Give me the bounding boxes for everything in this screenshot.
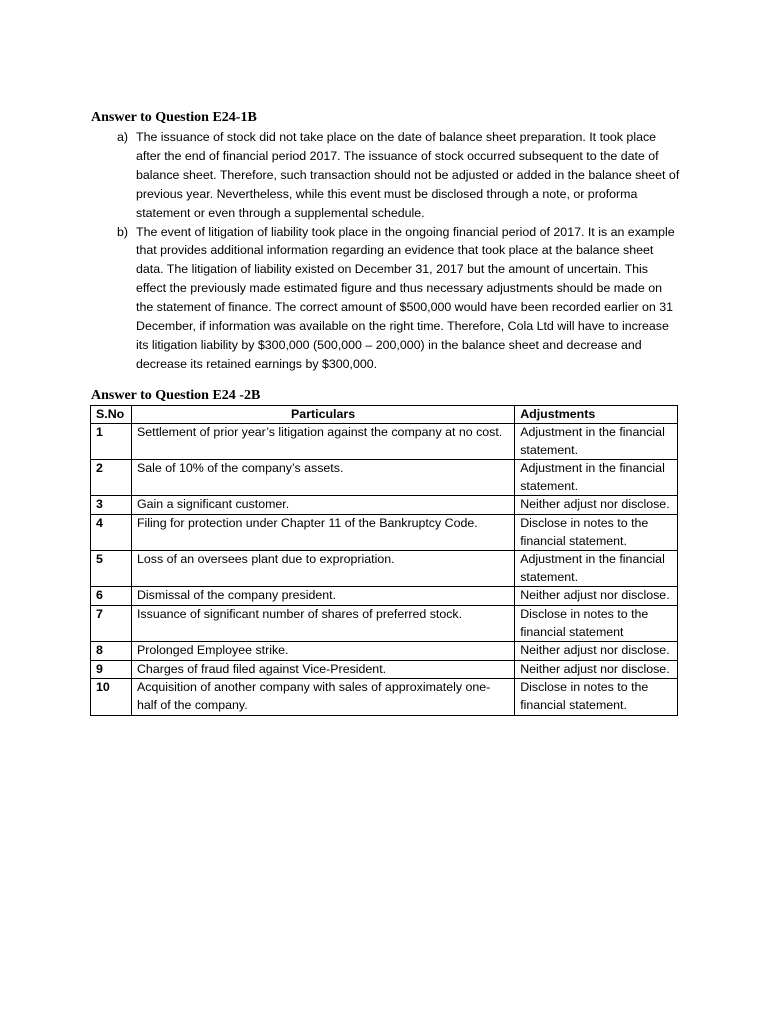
answer-list	[91, 128, 681, 374]
cell-adjustments: Adjustment in the financial statement.	[515, 551, 678, 587]
answer-item-a	[91, 128, 681, 223]
cell-particulars: Sale of 10% of the company’s assets.	[131, 460, 514, 496]
cell-adjustments: Disclose in notes to the financial statement	[515, 605, 678, 641]
cell-sno: 9	[91, 660, 132, 679]
header-particulars: Particulars	[131, 406, 514, 424]
header-sno: S.No	[91, 406, 132, 424]
cell-particulars: Settlement of prior year’s litigation against the company at no cost.	[131, 424, 514, 460]
cell-sno: 8	[91, 642, 132, 661]
answer-text: The issuance of stock did not take place on the date of balance sheet preparation. It took place after the end of financial period 2017. The issuance of stock occurred subsequent to the date of balance sheet. Therefore, such transaction should not be adjusted or added in the balance sheet of previous year. Nevertheless, while this event must be disclosed through a note, or proforma statement or even through a supplemental schedule.	[136, 130, 680, 220]
section2-heading: Answer to Question E24 -2B	[91, 388, 261, 403]
table-row	[91, 679, 678, 715]
cell-particulars: Filing for protection under Chapter 11 of the Bankruptcy Code.	[131, 514, 514, 550]
answer-marker: b)	[116, 224, 128, 239]
cell-sno: 5	[91, 551, 132, 587]
table-header-row	[91, 406, 678, 424]
cell-particulars: Prolonged Employee strike.	[131, 642, 514, 661]
table-row	[91, 660, 678, 679]
header-adjustments: Adjustments	[515, 406, 678, 424]
cell-particulars: Issuance of significant number of shares of preferred stock.	[131, 605, 514, 641]
cell-adjustments: Neither adjust nor disclose.	[515, 642, 678, 661]
cell-sno: 1	[91, 424, 132, 460]
cell-particulars: Loss of an oversees plant due to expropriation.	[131, 551, 514, 587]
table-row	[91, 496, 678, 515]
table-row	[91, 642, 678, 661]
table-row	[91, 551, 678, 587]
section1-heading: Answer to Question E24-1B	[91, 110, 257, 125]
cell-sno: 4	[91, 514, 132, 550]
cell-sno: 7	[91, 605, 132, 641]
adjustments-table	[90, 405, 678, 716]
cell-adjustments: Neither adjust nor disclose.	[515, 660, 678, 679]
answer-item-b	[91, 223, 681, 374]
cell-adjustments: Disclose in notes to the financial statement.	[515, 679, 678, 715]
table-row	[91, 424, 678, 460]
cell-particulars: Acquisition of another company with sales of approximately one-half of the company.	[131, 679, 514, 715]
cell-sno: 6	[91, 587, 132, 606]
cell-sno: 2	[91, 460, 132, 496]
cell-adjustments: Disclose in notes to the financial statement.	[515, 514, 678, 550]
cell-adjustments: Neither adjust nor disclose.	[515, 587, 678, 606]
table-row	[91, 605, 678, 641]
cell-adjustments: Neither adjust nor disclose.	[515, 496, 678, 515]
cell-particulars: Charges of fraud filed against Vice-President.	[131, 660, 514, 679]
table-row	[91, 460, 678, 496]
table-row	[91, 514, 678, 550]
cell-adjustments: Adjustment in the financial statement.	[515, 460, 678, 496]
table-row	[91, 587, 678, 606]
cell-sno: 3	[91, 496, 132, 515]
cell-particulars: Dismissal of the company president.	[131, 587, 514, 606]
cell-adjustments: Adjustment in the financial statement.	[515, 424, 678, 460]
answer-text: The event of litigation of liability took place in the ongoing financial period of 2017. It is an example that provides additional information regarding an evidence that took place at the balance sheet data. The litigation of liability existed on December 31, 2017 but the amount of uncertain. This effect the previously made estimated figure and thus necessary adjustments should be made on the statement of finance. The correct amount of $500,000 would have been recorded earlier on 31 December, if information was available on the right time. Therefore, Cola Ltd will have to increase its litigation liability by $300,000 (500,000 – 200,000) in the balance sheet and decrease and decrease its retained earnings by $300,000.	[136, 224, 675, 371]
answer-marker: a)	[116, 130, 128, 144]
cell-particulars: Gain a significant customer.	[131, 496, 514, 515]
cell-sno: 10	[91, 679, 132, 715]
